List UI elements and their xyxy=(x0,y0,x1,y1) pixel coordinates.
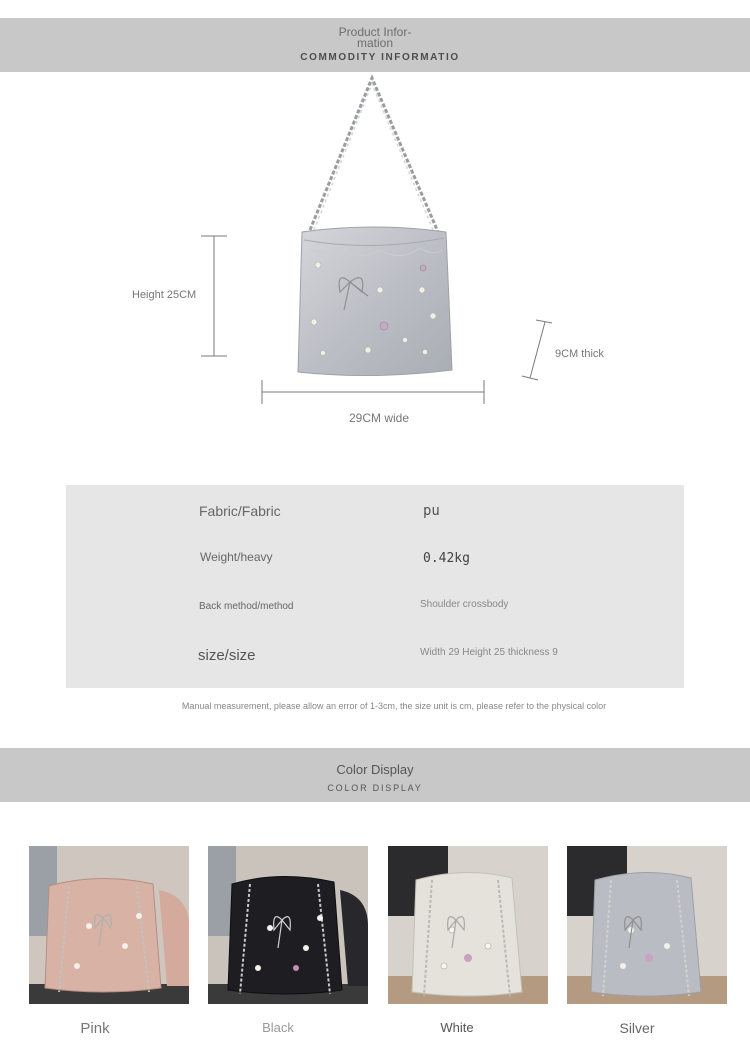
color-display-subtitle: COLOR DISPLAY xyxy=(327,783,423,793)
commodity-info-text: COMMODITY INFORMATIO xyxy=(300,52,460,63)
chain-strap xyxy=(310,78,438,232)
height-label: Height 25CM xyxy=(132,289,197,301)
thickness-label: 9CM thick xyxy=(555,348,604,360)
swatch-silver[interactable] xyxy=(567,846,727,1004)
height-dimension-line xyxy=(201,236,227,356)
swatch-white-label: White xyxy=(440,1020,474,1035)
commodity-info-subtitle xyxy=(0,52,750,63)
spec-back-method-label: Back method/method xyxy=(199,601,294,612)
black-bag-photo xyxy=(208,846,368,1004)
spec-back-method-value: Shoulder crossbody xyxy=(420,599,509,610)
spec-size-label: size/size xyxy=(198,647,256,664)
pink-bag-photo xyxy=(29,846,189,1004)
width-label: 29CM wide xyxy=(349,411,410,425)
spec-size-value: Width 29 Height 25 thickness 9 xyxy=(420,647,558,658)
swatch-pink-label: Pink xyxy=(80,1020,110,1037)
spec-table xyxy=(66,485,684,688)
thickness-dimension-line xyxy=(522,320,552,380)
spec-fabric-label: Fabric/Fabric xyxy=(199,503,281,519)
product-info-header xyxy=(0,18,750,72)
swatch-silver-label: Silver xyxy=(619,1020,655,1036)
width-dimension-line xyxy=(262,380,484,404)
swatch-black[interactable] xyxy=(208,846,368,1004)
spec-weight-label: Weight/heavy xyxy=(200,550,273,564)
spec-weight-value: 0.42kg xyxy=(423,551,470,566)
color-display-header xyxy=(0,748,750,802)
product-info-title: Product Infor-mation xyxy=(338,25,412,50)
swatch-pink[interactable] xyxy=(29,846,189,1004)
white-bag-photo xyxy=(388,846,548,1004)
silver-bag-photo xyxy=(567,846,727,1004)
swatch-white[interactable] xyxy=(388,846,548,1004)
bag-dimension-diagram xyxy=(0,72,750,432)
measurement-note: Manual measurement, please allow an error of 1-3cm, the size unit is cm, please refer to the physical color xyxy=(181,701,607,711)
swatch-black-label: Black xyxy=(262,1020,294,1035)
spec-fabric-value: pu xyxy=(423,503,440,519)
color-display-title: Color Display xyxy=(336,762,414,777)
